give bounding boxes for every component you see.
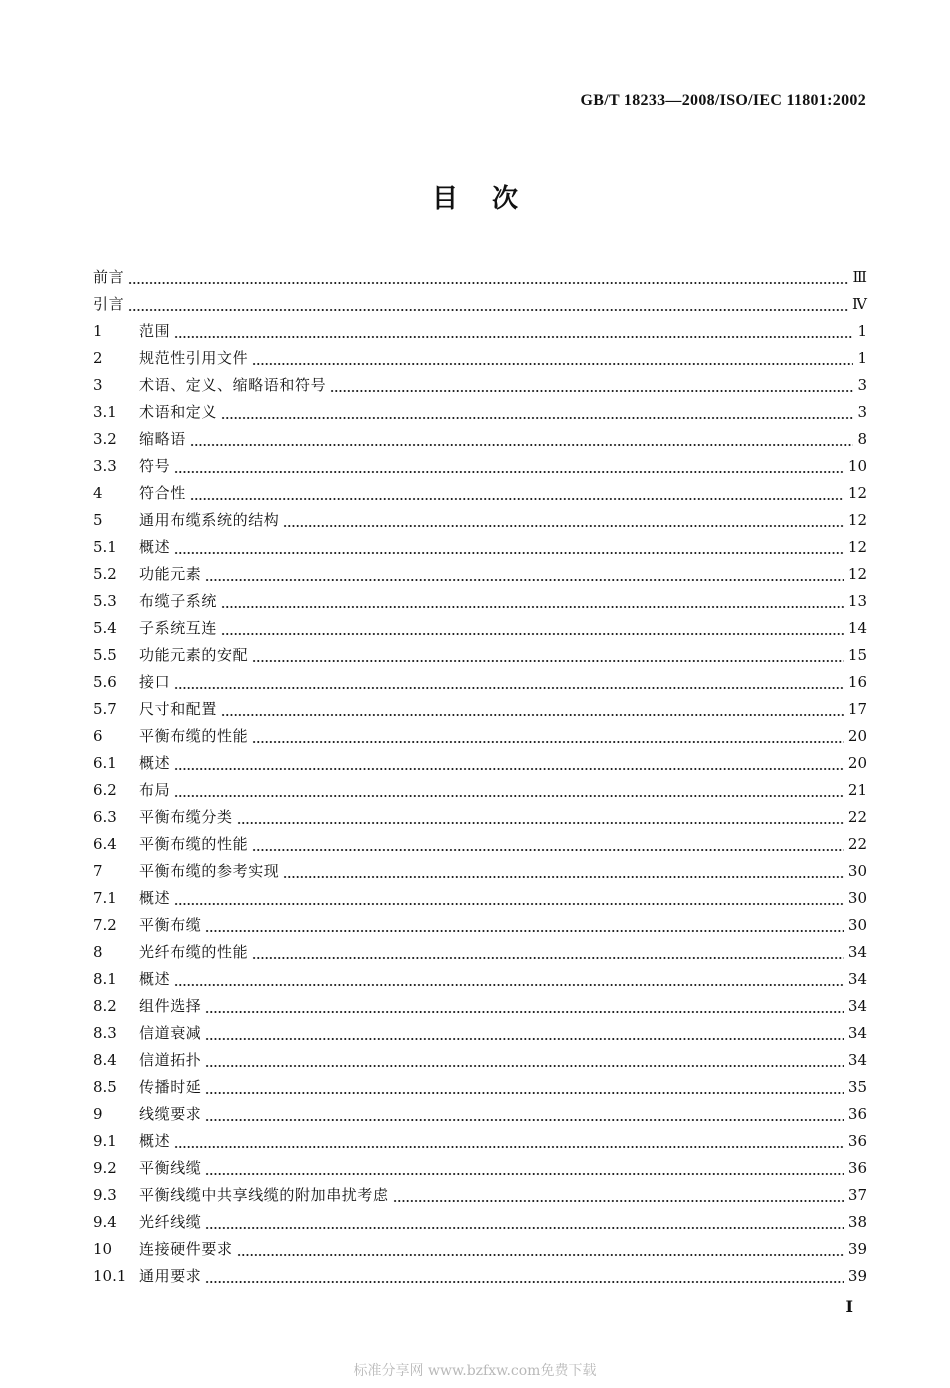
page-number: Ⅰ [845,1297,853,1316]
toc-entry[interactable] [93,1020,867,1047]
toc-entry-page: 34 [847,997,867,1015]
dot-leader [221,606,844,608]
toc-entry-label: 概述 [139,538,171,556]
toc-entry[interactable] [93,993,867,1020]
table-of-contents [93,264,867,1290]
dot-leader [237,822,844,824]
toc-entry-page: 30 [847,889,867,907]
toc-entry-page: 8 [857,430,867,448]
toc-entry-number: 8.1 [93,970,117,988]
toc-entry-number: 5.5 [93,646,117,664]
dot-leader [174,471,844,473]
toc-entry-label: 功能元素 [139,565,202,583]
toc-entry[interactable] [93,723,867,750]
toc-entry-page: 12 [847,538,867,556]
toc-entry-page: 37 [847,1186,867,1204]
toc-entry-label: 信道拓扑 [139,1051,202,1069]
toc-entry-page: 34 [847,1051,867,1069]
toc-entry-number: 8.4 [93,1051,117,1069]
dot-leader [205,579,844,581]
toc-entry[interactable] [93,1101,867,1128]
dot-leader [221,633,844,635]
toc-entry-page: 36 [847,1159,867,1177]
toc-entry-page: 30 [847,916,867,934]
toc-entry[interactable] [93,480,867,507]
toc-entry-page: 36 [847,1105,867,1123]
toc-entry-page: 20 [847,727,867,745]
toc-entry[interactable] [93,588,867,615]
dot-leader [174,552,844,554]
toc-entry-label: 平衡线缆 [139,1159,202,1177]
standard-code: GB/T 18233—2008/ISO/IEC 11801:2002 [580,92,866,109]
toc-entry-page: 12 [847,484,867,502]
dot-leader [174,903,844,905]
toc-entry[interactable] [93,804,867,831]
toc-entry-number: 10 [93,1240,113,1258]
toc-entry[interactable] [93,372,867,399]
toc-entry-label: 规范性引用文件 [139,349,249,367]
toc-entry-label: 符合性 [139,484,186,502]
toc-entry-page: 22 [847,835,867,853]
toc-entry-label: 传播时延 [139,1078,202,1096]
toc-entry-page: Ⅲ [852,268,867,286]
toc-entry-label: 连接硬件要求 [139,1240,233,1258]
dot-leader [205,1092,844,1094]
toc-entry-page: 14 [847,619,867,637]
toc-entry-label: 信道衰减 [139,1024,202,1042]
toc-entry[interactable] [93,291,867,318]
toc-entry[interactable] [93,750,867,777]
toc-entry-number: 6 [93,727,103,745]
dot-leader [252,849,844,851]
toc-entry-number: 7.2 [93,916,117,934]
toc-entry[interactable] [93,318,867,345]
toc-entry[interactable] [93,1209,867,1236]
toc-entry-label: 概述 [139,970,171,988]
toc-entry-label: 布局 [139,781,171,799]
dot-leader [190,444,853,446]
dot-leader [174,984,844,986]
toc-entry-label: 通用要求 [139,1267,202,1285]
toc-entry-page: 3 [857,403,867,421]
toc-entry[interactable] [93,831,867,858]
dot-leader [283,525,844,527]
toc-entry-number: 5.1 [93,538,117,556]
dot-leader [174,336,853,338]
dot-leader [252,741,844,743]
dot-leader [252,660,844,662]
toc-entry[interactable] [93,534,867,561]
toc-entry[interactable] [93,1155,867,1182]
toc-entry-page: 16 [847,673,867,691]
toc-entry-label: 线缆要求 [139,1105,202,1123]
toc-entry-number: 3 [93,376,103,394]
toc-entry[interactable] [93,1182,867,1209]
toc-entry[interactable] [93,966,867,993]
toc-entry-label: 接口 [139,673,171,691]
dot-leader [393,1200,844,1202]
toc-entry[interactable] [93,453,867,480]
toc-entry-number: 6.3 [93,808,117,826]
toc-entry-page: 1 [857,349,867,367]
toc-entry-page: 10 [847,457,867,475]
toc-entry-number: 7 [93,862,103,880]
toc-entry-number: 8.5 [93,1078,117,1096]
toc-entry-number: 9 [93,1105,103,1123]
toc-entry-number: 7.1 [93,889,117,907]
toc-entry-number: 8 [93,943,103,961]
toc-entry[interactable] [93,399,867,426]
dot-leader [174,795,844,797]
toc-entry-label: 概述 [139,1132,171,1150]
toc-entry[interactable] [93,615,867,642]
toc-entry-number: 3.1 [93,403,117,421]
toc-entry[interactable] [93,858,867,885]
toc-entry-number: 6.1 [93,754,117,772]
toc-entry-label: 尺寸和配置 [139,700,218,718]
toc-entry-page: Ⅳ [852,295,867,313]
dot-leader [252,957,844,959]
toc-entry[interactable] [93,426,867,453]
toc-entry-number: 4 [93,484,103,502]
toc-entry-label: 术语、定义、缩略语和符号 [139,376,327,394]
toc-entry-page: 12 [847,565,867,583]
toc-entry-number: 6.4 [93,835,117,853]
toc-entry[interactable] [93,345,867,372]
toc-entry-label: 平衡布缆的参考实现 [139,862,280,880]
toc-entry-number: 2 [93,349,103,367]
toc-entry-page: 38 [847,1213,867,1231]
dot-leader [205,1038,844,1040]
dot-leader [174,687,844,689]
toc-entry-label: 缩略语 [139,430,186,448]
toc-entry-label: 概述 [139,889,171,907]
toc-entry-page: 30 [847,862,867,880]
toc-entry[interactable] [93,939,867,966]
toc-entry-number: 5.2 [93,565,117,583]
dot-leader [205,1065,844,1067]
dot-leader [190,498,844,500]
dot-leader [221,417,853,419]
toc-entry-label: 组件选择 [139,997,202,1015]
dot-leader [128,309,848,311]
toc-entry-number: 9.2 [93,1159,117,1177]
toc-entry-page: 3 [857,376,867,394]
dot-leader [330,390,853,392]
toc-entry-number: 8.3 [93,1024,117,1042]
toc-entry-number: 9.4 [93,1213,117,1231]
toc-entry[interactable] [93,885,867,912]
toc-entry[interactable] [93,1074,867,1101]
page-title: 目次 [431,184,552,214]
toc-entry-page: 15 [847,646,867,664]
dot-leader [205,1011,844,1013]
dot-leader [252,363,853,365]
toc-entry-page: 20 [847,754,867,772]
toc-entry-label: 功能元素的安配 [139,646,249,664]
toc-entry-label: 光纤线缆 [139,1213,202,1231]
toc-entry-number: 5.6 [93,673,117,691]
toc-entry[interactable] [93,264,867,291]
toc-entry-label: 平衡布缆分类 [139,808,233,826]
toc-entry-number: 5.3 [93,592,117,610]
dot-leader [174,768,844,770]
toc-entry-page: 13 [847,592,867,610]
toc-entry-page: 34 [847,943,867,961]
toc-entry-page: 39 [847,1267,867,1285]
toc-entry-number: 5.4 [93,619,117,637]
toc-entry[interactable] [93,696,867,723]
toc-entry-label: 平衡布缆 [139,916,202,934]
toc-entry-number: 6.2 [93,781,117,799]
toc-entry-label: 术语和定义 [139,403,218,421]
watermark: 标准分享网 www.bzfxw.com免费下载 [353,1363,597,1379]
toc-entry-page: 39 [847,1240,867,1258]
toc-entry[interactable] [93,669,867,696]
toc-entry-page: 35 [847,1078,867,1096]
toc-entry-label: 布缆子系统 [139,592,218,610]
dot-leader [205,930,844,932]
toc-entry-number: 10.1 [93,1267,127,1285]
toc-entry-page: 1 [857,322,867,340]
toc-entry-number: 3.2 [93,430,117,448]
toc-entry-label: 引言 [93,295,125,313]
toc-entry-label: 平衡线缆中共享线缆的附加串扰考虑 [139,1186,389,1204]
toc-entry-number: 9.1 [93,1132,117,1150]
toc-entry[interactable] [93,912,867,939]
toc-entry-number: 5 [93,511,103,529]
toc-entry-number: 9.3 [93,1186,117,1204]
dot-leader [221,714,844,716]
dot-leader [205,1173,844,1175]
toc-entry[interactable] [93,507,867,534]
toc-entry-label: 平衡布缆的性能 [139,835,249,853]
toc-entry-label: 通用布缆系统的结构 [139,511,280,529]
toc-entry-number: 8.2 [93,997,117,1015]
toc-entry-page: 17 [847,700,867,718]
toc-entry[interactable] [93,777,867,804]
dot-leader [205,1281,844,1283]
toc-entry-label: 前言 [93,268,125,286]
toc-entry-page: 34 [847,970,867,988]
toc-entry-page: 36 [847,1132,867,1150]
toc-entry-label: 平衡布缆的性能 [139,727,249,745]
dot-leader [283,876,844,878]
toc-entry-label: 子系统互连 [139,619,218,637]
toc-entry-number: 5.7 [93,700,117,718]
toc-entry[interactable] [93,1236,867,1263]
toc-entry-label: 光纤布缆的性能 [139,943,249,961]
toc-entry[interactable] [93,561,867,588]
toc-entry-number: 1 [93,322,103,340]
toc-entry-label: 符号 [139,457,171,475]
toc-entry[interactable] [93,1047,867,1074]
dot-leader [237,1254,844,1256]
toc-entry-label: 概述 [139,754,171,772]
toc-entry[interactable] [93,642,867,669]
dot-leader [174,1146,844,1148]
toc-entry-number: 3.3 [93,457,117,475]
toc-entry-label: 范围 [139,322,171,340]
toc-entry-page: 21 [847,781,867,799]
dot-leader [205,1119,844,1121]
dot-leader [205,1227,844,1229]
toc-entry-page: 12 [847,511,867,529]
toc-entry[interactable] [93,1128,867,1155]
dot-leader [128,282,848,284]
toc-entry-page: 34 [847,1024,867,1042]
toc-entry[interactable] [93,1263,867,1290]
toc-entry-page: 22 [847,808,867,826]
